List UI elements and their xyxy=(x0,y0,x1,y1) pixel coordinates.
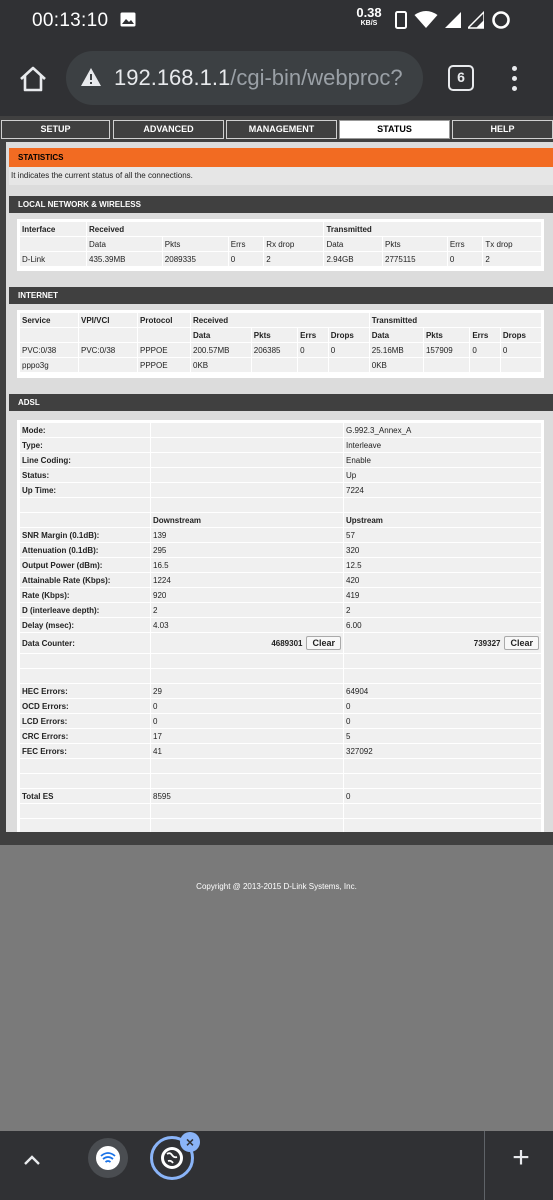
data-counter-up: 739327 xyxy=(473,639,501,648)
upstream-header: Upstream xyxy=(344,513,541,527)
status-bar xyxy=(0,0,553,40)
table-row xyxy=(20,453,541,467)
field-label: Mode: xyxy=(20,423,150,437)
field-value: Up xyxy=(344,468,541,482)
downstream-header: Downstream xyxy=(151,513,343,527)
url-text[interactable] xyxy=(114,63,419,93)
tab-setup[interactable]: SETUP xyxy=(1,120,110,139)
internet-title: INTERNET xyxy=(9,287,553,304)
table-subheader: Errs xyxy=(298,328,328,342)
table-cell: 25.16MB xyxy=(370,343,423,357)
internet-table xyxy=(19,312,542,373)
table-row xyxy=(20,483,541,497)
table-row xyxy=(20,789,541,803)
table-subheader: Pkts xyxy=(252,328,297,342)
table-row xyxy=(20,603,541,617)
table-row xyxy=(20,343,541,357)
table-cell: PPPOE xyxy=(138,358,190,372)
data-counter-row xyxy=(20,633,541,653)
table-cell: 0 xyxy=(229,252,264,266)
left-sidebar xyxy=(0,142,6,832)
downstream-value: 139 xyxy=(151,528,343,542)
table-header: Transmitted xyxy=(370,313,541,327)
table-cell: PPPOE xyxy=(138,343,190,357)
tab-switcher-button[interactable]: 6 xyxy=(448,65,474,91)
field-label: Attainable Rate (Kbps): xyxy=(20,573,150,587)
statistics-description: It indicates the current status of all the connections. xyxy=(9,167,553,185)
downstream-value: 295 xyxy=(151,543,343,557)
table-header: VPI/VCI xyxy=(79,313,137,327)
table-row xyxy=(20,438,541,452)
upstream-value: 420 xyxy=(344,573,541,587)
statistics-section xyxy=(9,148,553,185)
table-row xyxy=(20,588,541,602)
downstream-value: 920 xyxy=(151,588,343,602)
field-value: 7224 xyxy=(344,483,541,497)
downstream-value: 1224 xyxy=(151,573,343,587)
field-label: Rate (Kbps): xyxy=(20,588,150,602)
tab-management[interactable]: MANAGEMENT xyxy=(226,120,337,139)
table-cell: 0 xyxy=(448,252,483,266)
field-label: D (interleave depth): xyxy=(20,603,150,617)
url-path: /cgi-bin/webproc? xyxy=(230,65,403,90)
upstream-value: 57 xyxy=(344,528,541,542)
network-speed xyxy=(354,6,384,27)
downstream-value: 0 xyxy=(151,714,343,728)
adsl-table xyxy=(19,422,542,845)
field-label: CRC Errors: xyxy=(20,729,150,743)
local-network-table xyxy=(19,221,542,267)
field-label: HEC Errors: xyxy=(20,684,150,698)
chevron-up-icon[interactable] xyxy=(22,1153,42,1167)
table-subheader: Data xyxy=(370,328,423,342)
statistics-title: STATISTICS xyxy=(9,148,553,167)
table-subheader: Rx drop xyxy=(264,237,323,251)
table-cell: 0KB xyxy=(370,358,423,372)
upstream-value: 0 xyxy=(344,699,541,713)
upstream-value: 12.5 xyxy=(344,558,541,572)
field-value: Interleave xyxy=(344,438,541,452)
clock: 00:13:10 xyxy=(32,10,109,31)
downstream-value: 16.5 xyxy=(151,558,343,572)
table-cell: 0KB xyxy=(191,358,251,372)
table-cell xyxy=(79,358,137,372)
downstream-value: 8595 xyxy=(151,789,343,803)
status-icons xyxy=(395,9,511,31)
table-cell xyxy=(252,358,297,372)
tab-group-item[interactable] xyxy=(88,1138,128,1178)
field-label: OCD Errors: xyxy=(20,699,150,713)
bottom-toolbar xyxy=(0,1131,553,1200)
table-cell: 2.94GB xyxy=(324,252,382,266)
table-cell xyxy=(470,358,500,372)
table-cell: 2775115 xyxy=(383,252,447,266)
wifi-icon xyxy=(88,1138,128,1178)
table-header: Received xyxy=(87,222,323,236)
table-subheader: Data xyxy=(191,328,251,342)
table-subheader: Pkts xyxy=(424,328,469,342)
upstream-value: 0 xyxy=(344,714,541,728)
data-counter-down: 4689301 xyxy=(271,639,303,648)
table-subheader: Pkts xyxy=(383,237,447,251)
table-row xyxy=(20,252,541,266)
home-icon[interactable] xyxy=(18,64,48,94)
table-subheader: Data xyxy=(87,237,162,251)
table-cell xyxy=(329,358,369,372)
downstream-value: 4.03 xyxy=(151,618,343,632)
downstream-value: 17 xyxy=(151,729,343,743)
table-row xyxy=(20,684,541,698)
status-content xyxy=(0,142,553,832)
tab-status[interactable]: STATUS xyxy=(339,120,450,139)
table-cell xyxy=(424,358,469,372)
router-page xyxy=(0,116,553,845)
table-cell: PVC:0/38 xyxy=(79,343,137,357)
top-nav xyxy=(0,116,553,142)
table-cell: 435.39MB xyxy=(87,252,162,266)
field-label: Attenuation (0.1dB): xyxy=(20,543,150,557)
tab-help[interactable]: HELP xyxy=(452,120,553,139)
new-tab-icon[interactable]: + xyxy=(512,1141,530,1174)
close-tab-icon[interactable]: × xyxy=(180,1132,200,1152)
table-row xyxy=(20,558,541,572)
field-label: Total ES xyxy=(20,789,150,803)
table-row xyxy=(20,618,541,632)
table-subheader: Data xyxy=(324,237,382,251)
field-value: Enable xyxy=(344,453,541,467)
table-row xyxy=(20,423,541,437)
local-network-section xyxy=(9,196,553,213)
table-subheader: Drops xyxy=(501,328,541,342)
table-cell xyxy=(501,358,541,372)
table-cell: 206385 xyxy=(252,343,297,357)
table-row xyxy=(20,729,541,743)
table-cell: pppo3g xyxy=(20,358,78,372)
field-label: Status: xyxy=(20,468,150,482)
table-row xyxy=(20,744,541,758)
table-cell: 0 xyxy=(298,343,328,357)
table-row xyxy=(20,714,541,728)
table-subheader: Tx drop xyxy=(483,237,541,251)
table-cell: D-Link xyxy=(20,252,86,266)
table-cell: 2 xyxy=(483,252,541,266)
table-header: Received xyxy=(191,313,369,327)
browser-toolbar xyxy=(0,40,553,116)
adsl-title: ADSL xyxy=(9,394,553,411)
table-subheader: Errs xyxy=(448,237,483,251)
table-row xyxy=(20,699,541,713)
speed-value: 0.38 xyxy=(356,5,382,20)
page-bottom xyxy=(0,845,553,1131)
address-bar[interactable] xyxy=(66,51,423,105)
field-label: SNR Margin (0.1dB): xyxy=(20,528,150,542)
copyright-text: Copyright @ 2013-2015 D-Link Systems, Inc. xyxy=(196,882,357,891)
field-label: LCD Errors: xyxy=(20,714,150,728)
field-value: G.992.3_Annex_A xyxy=(344,423,541,437)
url-host: 192.168.1.1 xyxy=(114,65,231,90)
signal-icon xyxy=(468,11,484,29)
warning-icon[interactable] xyxy=(80,67,102,87)
clear-upstream-button[interactable]: Clear xyxy=(504,636,539,650)
local-network-title: LOCAL NETWORK & WIRELESS xyxy=(9,196,553,213)
downstream-value: 29 xyxy=(151,684,343,698)
table-cell: PVC:0/38 xyxy=(20,343,78,357)
table-subheader: Drops xyxy=(329,328,369,342)
field-label: Delay (msec): xyxy=(20,618,150,632)
field-label: Up Time: xyxy=(20,483,150,497)
table-cell: 200.57MB xyxy=(191,343,251,357)
table-cell: 0 xyxy=(470,343,500,357)
table-cell: 157909 xyxy=(424,343,469,357)
internet-section xyxy=(9,287,553,304)
data-saver-icon xyxy=(491,10,511,30)
downstream-value: 0 xyxy=(151,699,343,713)
table-row xyxy=(20,543,541,557)
divider xyxy=(484,1131,485,1200)
page-footer-bar xyxy=(0,832,553,845)
internet-table-box xyxy=(17,310,544,378)
upstream-value: 419 xyxy=(344,588,541,602)
table-cell: 0 xyxy=(329,343,369,357)
adsl-section xyxy=(9,394,553,411)
upstream-value: 5 xyxy=(344,729,541,743)
downstream-value: 2 xyxy=(151,603,343,617)
table-header: Interface xyxy=(20,222,86,236)
upstream-value: 0 xyxy=(344,789,541,803)
table-header: Transmitted xyxy=(324,222,541,236)
upstream-value: 6.00 xyxy=(344,618,541,632)
downstream-value: 41 xyxy=(151,744,343,758)
more-menu-icon[interactable] xyxy=(507,66,521,94)
field-label: Output Power (dBm): xyxy=(20,558,150,572)
table-row xyxy=(20,573,541,587)
table-cell xyxy=(298,358,328,372)
upstream-value: 64904 xyxy=(344,684,541,698)
wifi-icon xyxy=(414,11,438,29)
upstream-value: 327092 xyxy=(344,744,541,758)
table-cell: 2 xyxy=(264,252,323,266)
field-label: Line Coding: xyxy=(20,453,150,467)
field-label: FEC Errors: xyxy=(20,744,150,758)
adsl-table-box xyxy=(17,420,544,844)
tab-advanced[interactable]: ADVANCED xyxy=(113,120,224,139)
table-row xyxy=(20,468,541,482)
local-network-table-box xyxy=(17,219,544,271)
field-label: Data Counter: xyxy=(20,633,150,653)
table-header: Protocol xyxy=(138,313,190,327)
table-subheader: Pkts xyxy=(163,237,228,251)
image-icon xyxy=(120,12,136,27)
table-cell: 2089335 xyxy=(163,252,228,266)
table-subheader: Errs xyxy=(470,328,500,342)
table-row xyxy=(20,358,541,372)
signal-icon xyxy=(445,11,461,29)
upstream-value: 320 xyxy=(344,543,541,557)
upstream-value: 2 xyxy=(344,603,541,617)
table-row xyxy=(20,528,541,542)
table-subheader: Errs xyxy=(229,237,264,251)
phone-icon xyxy=(395,11,407,29)
table-header: Service xyxy=(20,313,78,327)
table-cell: 0 xyxy=(501,343,541,357)
field-label: Type: xyxy=(20,438,150,452)
speed-unit: KB/S xyxy=(360,20,378,27)
clear-downstream-button[interactable]: Clear xyxy=(306,636,341,650)
